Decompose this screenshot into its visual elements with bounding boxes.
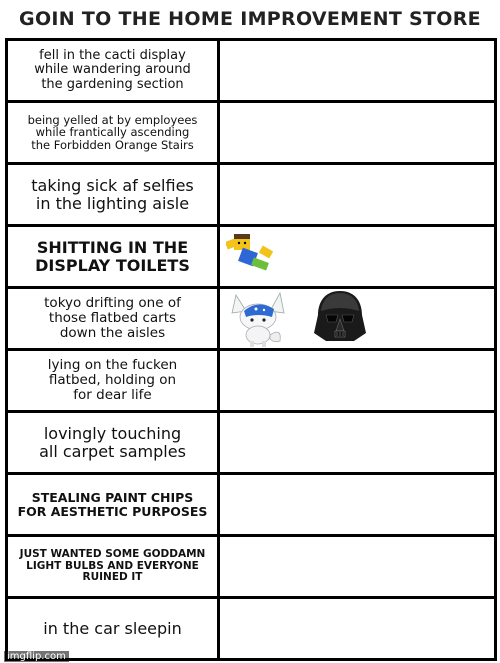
- row-slot-carpet-samples[interactable]: [220, 413, 494, 472]
- row-label-light-bulbs: JUST WANTED SOME GODDAMN LIGHT BULBS AND EVERYONE RUINED IT: [8, 537, 217, 596]
- row-label-paint-chips: STEALING PAINT CHIPS FOR AESTHETIC PURPOSES: [8, 475, 217, 534]
- row-label-flatbed: lying on the fucken flatbed, holding on for dear life: [8, 351, 217, 410]
- row-label-selfies: taking sick af selfies in the lighting aisle: [8, 165, 217, 224]
- chart-title: GOIN TO THE HOME IMPROVEMENT STORE: [19, 8, 481, 30]
- roblox-noob-icon[interactable]: [226, 232, 276, 276]
- row-label-display-toilets: SHITTING IN THE DISPLAY TOILETS: [8, 227, 217, 286]
- row-label-car-sleepin: in the car sleepin: [8, 599, 217, 658]
- row-slot-cacti[interactable]: [220, 41, 494, 100]
- row-slot-selfies[interactable]: [220, 165, 494, 224]
- row-label-tokyo-drifting: tokyo drifting one of those flatbed carts down the aisles: [8, 289, 217, 348]
- imgflip-watermark: imgflip.com: [4, 651, 69, 662]
- row-slot-light-bulbs[interactable]: [220, 537, 494, 596]
- row-label-cacti: fell in the cacti display while wandering around the gardening section: [8, 41, 217, 100]
- row-slot-flatbed[interactable]: [220, 351, 494, 410]
- row-slot-display-toilets[interactable]: [220, 227, 494, 286]
- white-fox-character-icon[interactable]: [228, 291, 288, 347]
- row-label-carpet-samples: lovingly touching all carpet samples: [8, 413, 217, 472]
- alignment-chart-grid: [5, 38, 497, 661]
- row-slot-orange-stairs[interactable]: [220, 103, 494, 162]
- row-slot-paint-chips[interactable]: [220, 475, 494, 534]
- darth-vader-helmet-icon[interactable]: [310, 289, 370, 347]
- row-label-orange-stairs: being yelled at by employees while frantically ascending the Forbidden Orange Stairs: [8, 103, 217, 162]
- row-slot-tokyo-drifting[interactable]: [220, 289, 494, 348]
- row-slot-car-sleepin[interactable]: [220, 599, 494, 658]
